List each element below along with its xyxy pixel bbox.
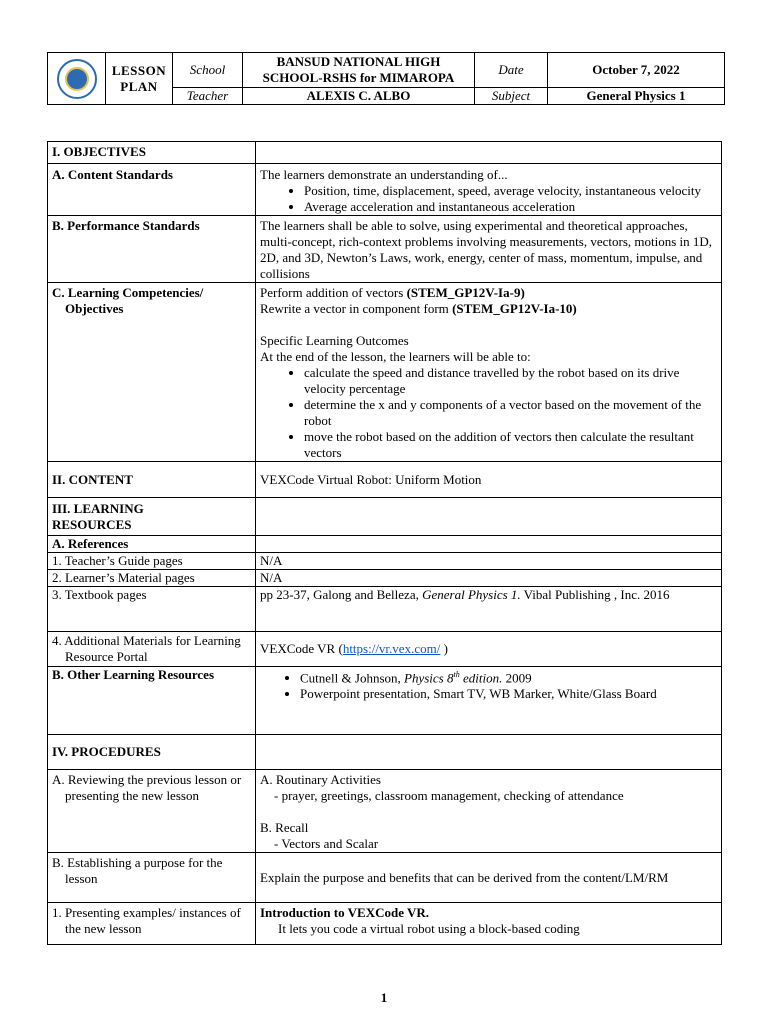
table-row bbox=[48, 216, 722, 283]
other-resources-label: B. Other Learning Resources bbox=[48, 667, 256, 735]
list-item: • Cutnell & Johnson, Physics 8th edition. 2009 bbox=[300, 667, 717, 686]
additional-materials-label: 4. Additional Materials for Learning Resource Portal bbox=[48, 632, 256, 667]
routinary-activities: A. Routinary Activities bbox=[260, 772, 381, 787]
deped-seal-icon bbox=[57, 59, 97, 99]
textbook-value: pp 23-37, Galong and Belleza, General Physics 1. Vibal Publishing , Inc. 2016 bbox=[256, 587, 722, 632]
competency-2: Rewrite a vector in component form (STEM_GP12V-Ia-10) bbox=[260, 301, 577, 316]
procedure-c-label: 1. Presenting examples/ instances of the new lesson bbox=[48, 903, 256, 945]
procedure-b-label: B. Establishing a purpose for the lesson bbox=[48, 853, 256, 903]
date-label: Date bbox=[475, 53, 548, 88]
table-row bbox=[48, 142, 722, 164]
routinary-detail: - prayer, greetings, classroom management, checking of attendance bbox=[274, 788, 624, 803]
learning-resources-heading: III. LEARNING RESOURCES bbox=[48, 498, 256, 536]
table-row bbox=[48, 632, 722, 667]
vex-vr-link[interactable]: https://vr.vex.com/ bbox=[342, 641, 441, 656]
learners-material-value: N/A bbox=[256, 570, 722, 587]
competency-1: Perform addition of vectors (STEM_GP12V-Ia-9) bbox=[260, 285, 525, 300]
table-row bbox=[48, 164, 722, 216]
lesson-plan-header bbox=[47, 52, 725, 105]
additional-materials-value: VEXCode VR (https://vr.vex.com/ ) bbox=[256, 632, 722, 667]
list-item: • Powerpoint presentation, Smart TV, WB Marker, White/Glass Board bbox=[300, 686, 717, 702]
school-name: BANSUD NATIONAL HIGH SCHOOL-RSHS for MIMAROPA bbox=[243, 53, 475, 88]
list-item: • determine the x and y components of a vector based on the movement of the robot bbox=[304, 397, 717, 429]
procedure-a-label: A. Reviewing the previous lesson or presenting the new lesson bbox=[48, 770, 256, 853]
recall-detail: - Vectors and Scalar bbox=[274, 836, 379, 851]
references-label: A. References bbox=[48, 536, 256, 553]
objectives-heading: I. OBJECTIVES bbox=[48, 142, 256, 164]
textbook-label: 3. Textbook pages bbox=[48, 587, 256, 632]
table-row bbox=[48, 735, 722, 770]
date-value: October 7, 2022 bbox=[548, 53, 725, 88]
lesson-plan-title: LESSON PLAN bbox=[106, 53, 173, 105]
specific-outcomes-list bbox=[260, 365, 717, 461]
competency-1-code: (STEM_GP12V-Ia-9) bbox=[406, 285, 525, 300]
logo-cell bbox=[48, 53, 106, 105]
teacher-name: ALEXIS C. ALBO bbox=[243, 88, 475, 105]
subject-label: Subject bbox=[475, 88, 548, 105]
table-row bbox=[48, 667, 722, 735]
performance-standards-text: The learners shall be able to solve, using experimental and theoretical approaches, multi-concept, rich-context problems involving measurements, vectors, motions in 1D, 2D, and 3D, Newton’s Laws, work, energy, center of mass, momentum, impulse, and collisions bbox=[256, 216, 722, 283]
list-item: • move the robot based on the addition of vectors then calculate the resultant vectors bbox=[304, 429, 717, 461]
list-item: • calculate the speed and distance travelled by the robot based on its drive velocity percentage bbox=[304, 365, 717, 397]
procedure-b-value: Explain the purpose and benefits that can be derived from the content/LM/RM bbox=[256, 853, 722, 903]
list-item: • Position, time, displacement, speed, average velocity, instantaneous velocity bbox=[304, 183, 717, 199]
teacher-label: Teacher bbox=[173, 88, 243, 105]
content-standards-intro: The learners demonstrate an understanding of... bbox=[260, 167, 508, 182]
subject-value: General Physics 1 bbox=[548, 88, 725, 105]
table-row bbox=[48, 536, 722, 553]
table-row bbox=[48, 553, 722, 570]
table-row bbox=[48, 570, 722, 587]
intro-vexcode-text: It lets you code a virtual robot using a block-based coding bbox=[278, 921, 580, 936]
learning-competencies-label: C. Learning Competencies/ Objectives bbox=[48, 283, 256, 462]
table-row bbox=[48, 283, 722, 462]
table-row bbox=[48, 587, 722, 632]
specific-outcomes-intro: At the end of the lesson, the learners will be able to: bbox=[260, 349, 531, 364]
teachers-guide-label: 1. Teacher’s Guide pages bbox=[48, 553, 256, 570]
list-item: • Average acceleration and instantaneous acceleration bbox=[304, 199, 717, 215]
specific-outcomes-title: Specific Learning Outcomes bbox=[260, 333, 409, 348]
content-value: VEXCode Virtual Robot: Uniform Motion bbox=[256, 462, 722, 498]
performance-standards-label: B. Performance Standards bbox=[48, 216, 256, 283]
learners-material-label: 2. Learner’s Material pages bbox=[48, 570, 256, 587]
content-standards-label: A. Content Standards bbox=[48, 164, 256, 216]
teachers-guide-value: N/A bbox=[256, 553, 722, 570]
table-row bbox=[48, 498, 722, 536]
table-row bbox=[48, 462, 722, 498]
table-row bbox=[48, 770, 722, 853]
table-row bbox=[48, 903, 722, 945]
content-label: II. CONTENT bbox=[48, 462, 256, 498]
recall: B. Recall bbox=[260, 820, 309, 835]
intro-vexcode-title: Introduction to VEXCode VR. bbox=[260, 905, 430, 920]
content-standards-list bbox=[260, 183, 717, 215]
competency-2-code: (STEM_GP12V-Ia-10) bbox=[452, 301, 577, 316]
page-number: 1 bbox=[380, 990, 388, 1005]
lesson-plan-table bbox=[47, 141, 722, 945]
table-row bbox=[48, 853, 722, 903]
school-label: School bbox=[173, 53, 243, 88]
procedures-heading: IV. PROCEDURES bbox=[48, 735, 256, 770]
